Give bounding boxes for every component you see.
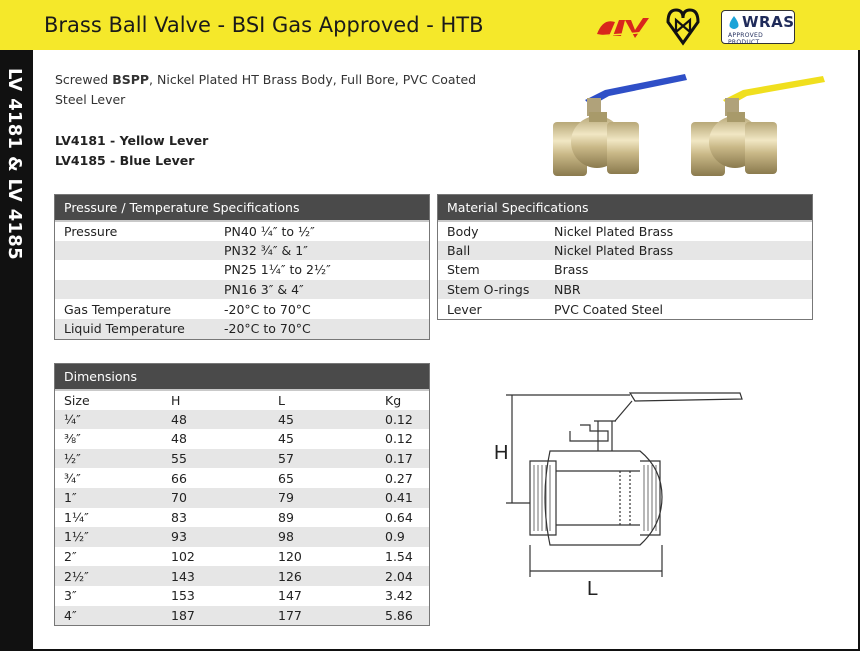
wras-logo: WRAS APPROVED PRODUCT <box>721 10 795 44</box>
valve-dimension-drawing <box>490 385 830 600</box>
rjv-logo <box>595 14 653 40</box>
thread-type: BSPP <box>112 72 150 87</box>
table-row: 1¼″ 83 89 0.64 <box>64 509 413 525</box>
table-title: Pressure / Temperature Specifications <box>55 195 429 221</box>
page-header <box>0 0 860 50</box>
table-row: ⅜″ 48 45 0.12 <box>64 431 413 447</box>
table-row: Pressure PN40 ¼″ to ½″ <box>64 223 315 239</box>
sidebar-product-code <box>0 50 33 650</box>
page-title: Brass Ball Valve - BSI Gas Approved - HTB <box>44 13 484 37</box>
pressure-temperature-table <box>54 194 430 340</box>
table-row: PN25 1¼″ to 2½″ <box>224 262 331 278</box>
table-row: 2½″ 143 126 2.04 <box>55 566 429 586</box>
dimension-label-h: H <box>494 442 509 464</box>
table-title: Dimensions <box>55 364 429 390</box>
blue-lever-valve <box>553 74 687 176</box>
column-header-l: L <box>278 392 285 408</box>
table-row: 3″ 153 147 3.42 <box>64 588 413 604</box>
table-row: Liquid Temperature -20°C to 70°C <box>55 319 429 339</box>
table-row: Ball Nickel Plated Brass <box>438 241 812 261</box>
valve-product-photo <box>545 70 845 182</box>
table-row: 2″ 102 120 1.54 <box>64 549 413 565</box>
table-row: 4″ 187 177 5.86 <box>55 606 429 626</box>
variant-blue: LV4185 - Blue Lever <box>55 153 195 168</box>
kitemark-logo <box>664 6 702 46</box>
table-row: PN32 ¾″ & 1″ <box>55 241 429 261</box>
column-header-kg: Kg <box>385 392 402 408</box>
column-header-size: Size <box>64 392 90 408</box>
variant-yellow: LV4181 - Yellow Lever <box>55 133 209 148</box>
table-row: PN16 3″ & 4″ <box>55 280 429 300</box>
table-row: ¼″ 48 45 0.12 <box>55 410 429 430</box>
table-row: 1½″ 93 98 0.9 <box>55 527 429 547</box>
frame-border-bottom <box>0 649 860 651</box>
column-header-h: H <box>171 392 181 408</box>
dimension-label-l: L <box>587 578 599 600</box>
table-row: Stem O-rings NBR <box>438 280 812 300</box>
table-row: Body Nickel Plated Brass <box>447 223 674 239</box>
variant-list <box>55 131 208 171</box>
table-row: Stem Brass <box>447 262 589 278</box>
table-row: ¾″ 66 65 0.27 <box>64 470 413 486</box>
product-description: Screwed BSPP, Nickel Plated HT Brass Body, Full Bore, PVC Coated Steel Lever <box>55 72 477 107</box>
material-specifications-table <box>437 194 813 320</box>
yellow-lever-valve <box>691 76 825 176</box>
table-header-row <box>55 390 429 410</box>
table-row: Gas Temperature -20°C to 70°C <box>64 301 311 317</box>
table-row: 1″ 70 79 0.41 <box>55 488 429 508</box>
table-title: Material Specifications <box>438 195 812 221</box>
table-row: Lever PVC Coated Steel <box>447 301 664 317</box>
table-row: ½″ 55 57 0.17 <box>55 449 429 469</box>
water-drop-icon <box>728 16 740 30</box>
dimensions-table <box>54 363 430 626</box>
product-code-label: LV 4181 & LV 4185 <box>4 68 25 260</box>
